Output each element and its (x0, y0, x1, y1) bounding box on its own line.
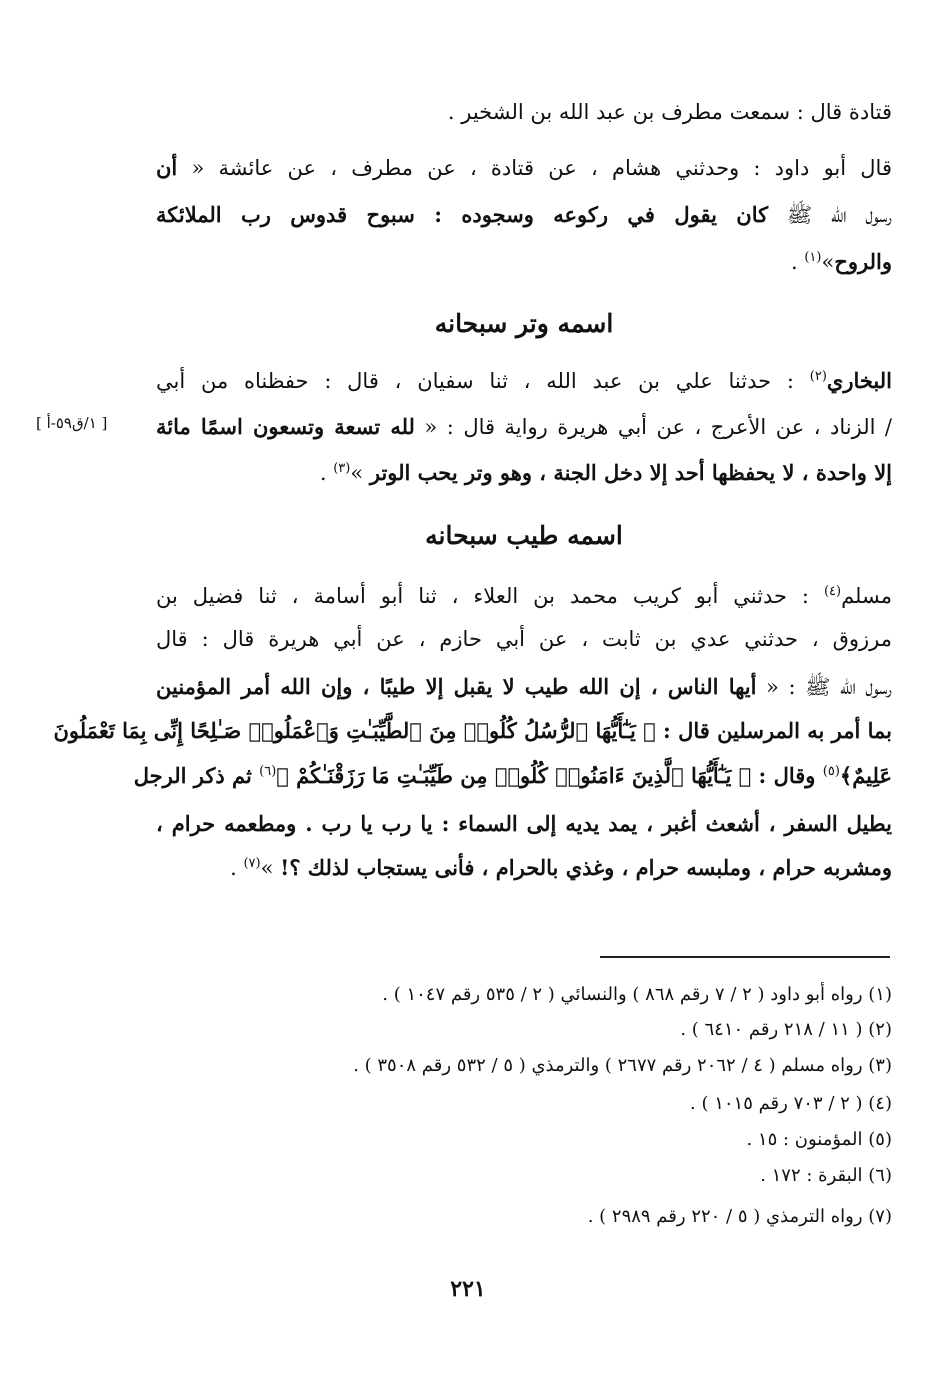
text-span: / الزناد ، عن الأعرج ، عن أبي هريرة رواية قال : « (414, 415, 892, 439)
text-line-7 (156, 458, 892, 488)
hadith-text: إلا واحدة ، لا يحفظها أحد إلا دخل الجنة ، وهو وتر يحب الوتر (369, 460, 892, 485)
footnote-separator (600, 956, 890, 958)
hadith-text: أن (156, 155, 178, 180)
section-heading-1: اسمه وتر سبحانه (434, 309, 614, 338)
source-name: مسلم (841, 584, 892, 608)
text-line-5 (156, 366, 892, 396)
hadith-text: ثم ذكر الرجل (133, 763, 260, 788)
footnote-ref: (٢) (809, 369, 827, 384)
text-line-1 (156, 97, 892, 127)
footnote-ref: (٧) (243, 856, 261, 871)
footnote-ref: (١) (804, 250, 822, 265)
hadith-text: والروح (834, 249, 892, 274)
text-span: رسول الله ﷺ : « (756, 675, 892, 699)
text-line-13 (156, 809, 892, 839)
quote-mark: » (260, 856, 281, 880)
text-line-11 (53, 716, 892, 746)
footnote-ref: (٤) (823, 584, 842, 599)
quran-verse: بما أمر به المرسلين قال : ﴿ يَـٰٓأَيُّهَا ٱلرُّسُلُ كُلُوا۟ مِنَ ٱلطَّيِّبَـٰتِ وَٱعْمَلُوا۟ صَـٰلِحًا إِنِّى بِمَا تَعْمَلُونَ (53, 718, 892, 743)
hadith-text: لله تسعة وتسعون اسمًا مائة (156, 414, 415, 439)
hadith-text: ومشربه حرام ، وملبسه حرام ، وغذي بالحرام ، فأنى يستجاب لذلك ؟! (280, 855, 892, 880)
text-span: . (230, 856, 244, 880)
footnote-5: (٥) المؤمنون : ١٥ . (746, 1129, 892, 1150)
text-line-8 (156, 581, 892, 611)
footnote-2: (٢) ( ١١ / ٢١٨ رقم ٦٤١٠ ) . (680, 1019, 892, 1040)
footnote-ref: (٣) (333, 461, 351, 476)
text-span: . (319, 461, 334, 485)
text-line-4 (156, 247, 892, 277)
text-line-3 (156, 200, 892, 230)
footnote-ref: (٥) (822, 764, 840, 779)
text-line-12 (133, 761, 892, 791)
footnote-4: (٤) ( ٢ / ٧٠٣ رقم ١٠١٥ ) . (690, 1093, 892, 1114)
text-line-14 (156, 853, 892, 883)
text-span: قتادة قال : سمعت مطرف بن عبد الله بن الشخير . (447, 100, 892, 124)
hadith-text: كان يقول في ركوعه وسجوده : سبوح قدوس رب الملائكة (156, 202, 769, 227)
text-line-9 (156, 624, 892, 654)
footnote-3: (٣) رواه مسلم ( ٤ / ٢٠٦٢ رقم ٢٦٧٧ ) والترمذي ( ٥ / ٥٣٢ رقم ٣٥٠٨ ) . (353, 1055, 892, 1076)
quote-mark: » (821, 250, 835, 274)
manuscript-folio-ref: [ ١/ق٥٩-أ ] (36, 414, 108, 432)
footnote-7: (٧) رواه الترمذي ( ٥ / ٢٢٠ رقم ٢٩٨٩ ) . (587, 1206, 892, 1227)
footnote-1: (١) رواه أبو داود ( ٢ / ٧ رقم ٨٦٨ ) والنسائي ( ٢ / ٥٣٥ رقم ١٠٤٧ ) . (382, 984, 892, 1005)
hadith-text: أيها الناس ، إن الله طيب لا يقبل إلا طيبًا ، وإن الله أمر المؤمنين (156, 674, 757, 699)
text-span: : حدثنا علي بن عبد الله ، ثنا سفيان ، قال : حفظناه من أبي (156, 369, 810, 393)
text-line-6 (156, 412, 892, 442)
section-heading-2: اسمه طيب سبحانه (425, 521, 623, 550)
text-span: مرزوق ، حدثني عدي بن ثابت ، عن أبي حازم ، عن أبي هريرة قال : قال (156, 627, 892, 651)
text-span: . (790, 250, 805, 274)
quran-verse: عَلِيمٌ﴾ (839, 763, 892, 788)
footnote-6: (٦) البقرة : ١٧٢ . (760, 1165, 892, 1186)
text-line-2 (156, 153, 892, 183)
text-line-10 (156, 672, 892, 702)
quran-verse: وقال : ﴿ يَـٰٓأَيُّهَا ٱلَّذِينَ ءَامَنُوا۟ كُلُوا۟ مِن طَيِّبَـٰتِ مَا رَزَقْنَـٰكُمْ ﴾ (276, 763, 823, 788)
text-span: : حدثني أبو كريب محمد بن العلاء ، ثنا أبو أسامة ، ثنا فضيل بن (156, 584, 824, 608)
footnote-ref: (٦) (259, 764, 277, 779)
text-span: قال أبو داود : وحدثني هشام ، عن قتادة ، عن مطرف ، عن عائشة « (177, 156, 892, 180)
page-number: ٢٢١ (450, 1276, 486, 1302)
source-name: البخاري (826, 368, 892, 393)
text-span: رسول الله ﷺ (768, 203, 892, 227)
quote-mark: » (350, 461, 370, 485)
hadith-text: يطيل السفر ، أشعث أغبر ، يمد يديه إلى السماء : يا رب يا رب . ومطعمه حرام ، (156, 811, 892, 836)
